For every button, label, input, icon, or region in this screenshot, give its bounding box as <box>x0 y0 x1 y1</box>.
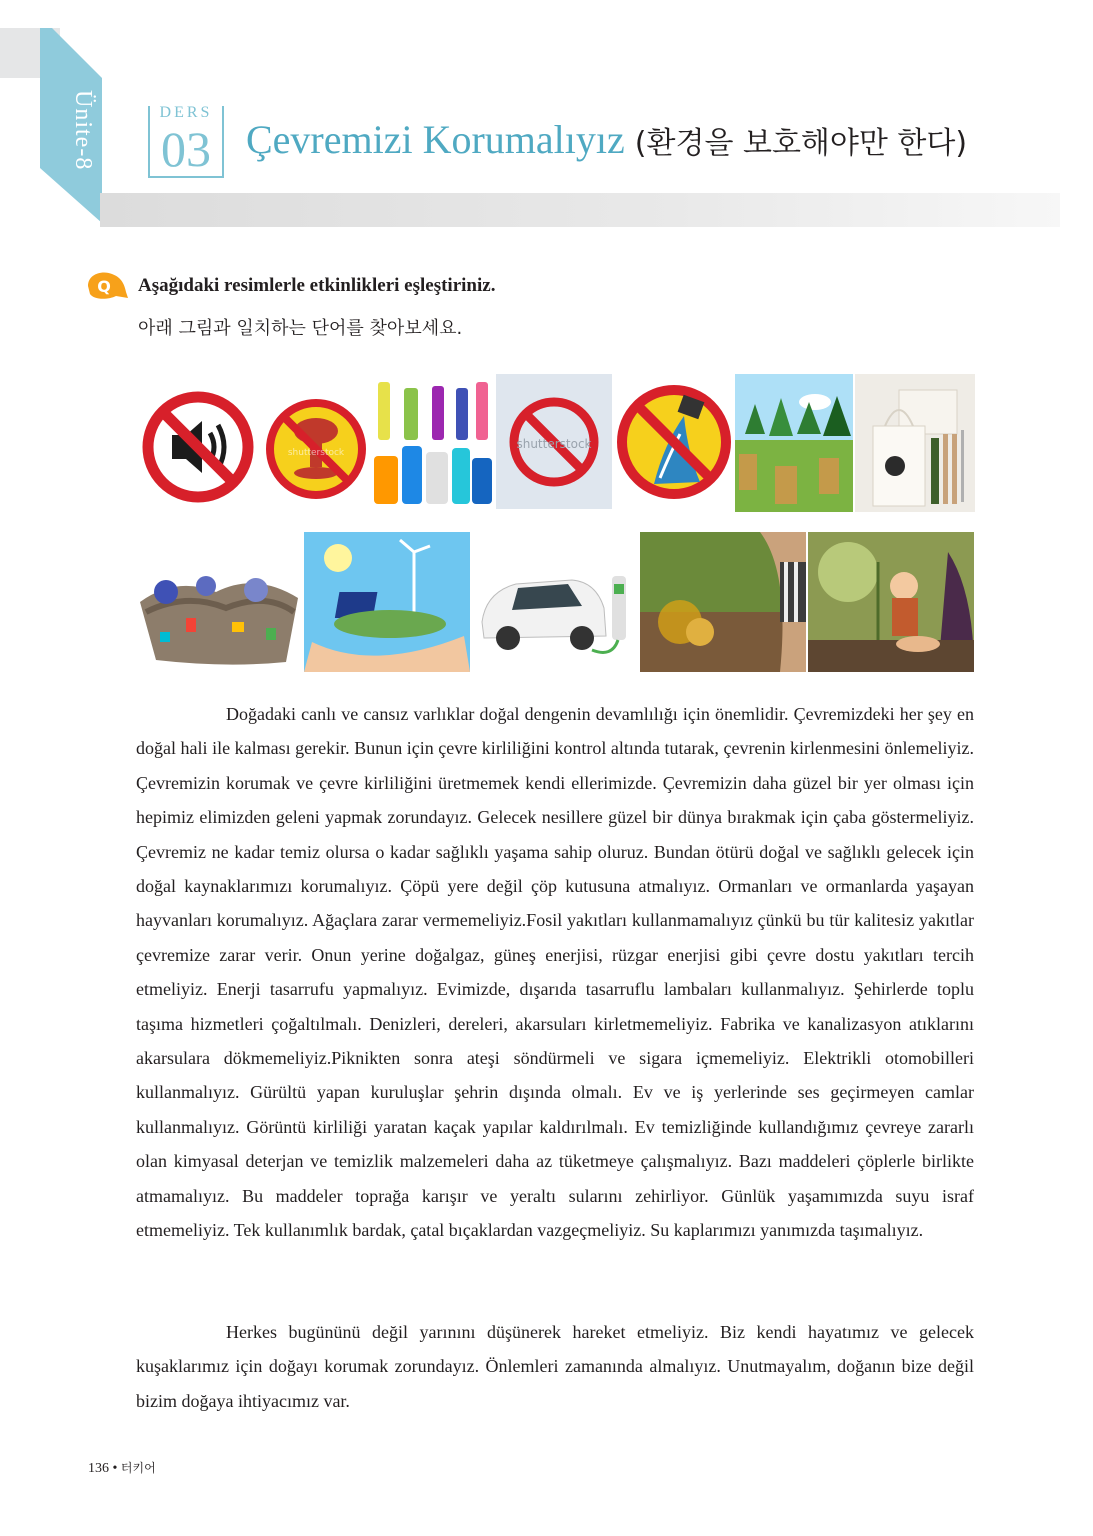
electric-car-image <box>472 532 638 672</box>
planting-seeds-image <box>640 532 806 672</box>
renewable-energy-hand-image <box>304 532 470 672</box>
lesson-word: DERS <box>159 104 213 121</box>
footer-separator: • <box>112 1461 118 1476</box>
question-icon <box>80 268 128 302</box>
body-paragraph-2: Herkes bugününü değil yarınını düşünerek hareket etmeliyiz. Biz kendi hayatımız ve gelecek kuşaklarımız için doğayı korumak zorundayız. Önlemleri zamanında almalıyız. Unutmayalım, doğanın bize değil bizim doğaya ihtiyacımız var. <box>136 1322 974 1411</box>
garbage-pollution-image <box>136 532 302 672</box>
no-noise-sign-image <box>136 385 260 509</box>
no-nuclear-sign-image <box>262 385 370 509</box>
page-title <box>246 110 967 170</box>
no-water-pollution-sign-image <box>614 374 734 509</box>
header-gray-bar <box>100 193 1060 227</box>
planting-tree-image <box>808 532 974 672</box>
page-title-tr: Çevremizi Korumalıyız <box>246 117 625 162</box>
watermark: shutterstock <box>287 448 345 458</box>
deforestation-image <box>735 374 853 512</box>
question-instruction-tr: Aşağıdaki resimlerle etkinlikleri eşleştiriniz. <box>138 275 496 296</box>
watermark: shutterstock <box>516 437 592 451</box>
lesson-badge <box>148 102 224 178</box>
page-title-ko: (환경을 보호해야만 한다) <box>634 126 968 161</box>
question-instruction-ko: 아래 그림과 일치하는 단어를 찾아보세요. <box>138 318 463 339</box>
no-plastic-sign-image <box>496 374 612 509</box>
unit-label: Ünite-8 <box>70 89 96 171</box>
page-footer <box>88 1459 156 1477</box>
reusable-bag-cutlery-image <box>855 374 975 512</box>
book-title: 터키어 <box>120 1461 156 1475</box>
lesson-number: 03 <box>161 121 211 177</box>
question-badge-letter: Q <box>97 277 111 296</box>
page-number: 136 <box>88 1461 109 1476</box>
body-paragraph-1: Doğadaki canlı ve cansız varlıklar doğal dengenin devamlılığı için önemlidir. Çevremizdeki her şey en doğal hali ile kalması gerekir. Bunun için çevre kirliliğini kontrol altında tutarak, çevrenin kirlenmesini önlemeliyiz. Çevremizin korumak ve çevre kirliliğini üretmemek kendi ellerimizde. Çevremizin daha güzel bir yer olması için hepimiz elimizden geleni yapmak zorundayız. Gelecek nesillere güzel bir dünya bırakmak için çaba göstermeliyiz. Çevremiz ne kadar temiz olursa o kadar sağlıklı yaşama sahip oluruz. Bundan ötürü doğal ve sağlıklı gelecek için doğal kaynaklarımızı korumalıyız. Çöpü yere değil çöp kutusuna atmalıyız. Ormanları ve ormanlarda yaşayan hayvanları korumalıyız. Ağaçlara zarar vermemeliyiz.Fosil yakıtları kullanmamalıyız çünkü bu tür kalitesiz yakıtlar çevremize zarar verir. Onun yerine doğalgaz, güneş enerjisi, rüzgar enerjisi gibi çevre dostu yakıtları tercih etmeliyiz. Enerji tasarrufu yapmalıyız. Evimizde, dışarıda tasarruflu lambaları kullanmalıyız. Şehirlerde toplu taşıma hizmetleri çoğaltılmalı. Denizleri, dereleri, akarsuları kirletmemeliyiz. Fabrika ve kanalizasyon atıklarını akarsulara dökmemeliyiz.Piknikten sonra ateşi söndürmeli ve sigara içmemeliyiz. Elektrikli otomobilleri kullanmalıyız. Gürültü yapan kuruluşlar şehrin dışında olmalı. Ev ve iş yerlerinde ses geçirmeyen camlar kullanmalıyız. Görüntü kirliliği yaratan kaçak yapılar kaldırılmalı. Ev temizliğinde kullandığımız çevreye zararlı olan kimyasal deterjan ve temizlik malzemeleri daha az tüketmeye çalışmalıyız. Bazı maddeleri çöplerle birlikte atmamalıyız. Bu maddeler toprağa karışır ve yeraltı sularını zehirliyor. Günlük yaşamımızda suyu israf etmemeliyiz. Tek kullanımlık bardak, çatal bıçaklardan vazgeçmeliyiz. Su kaplarımızı yanımızda taşımalıyız. <box>136 704 974 1241</box>
cleaning-bottles-image <box>372 374 494 509</box>
